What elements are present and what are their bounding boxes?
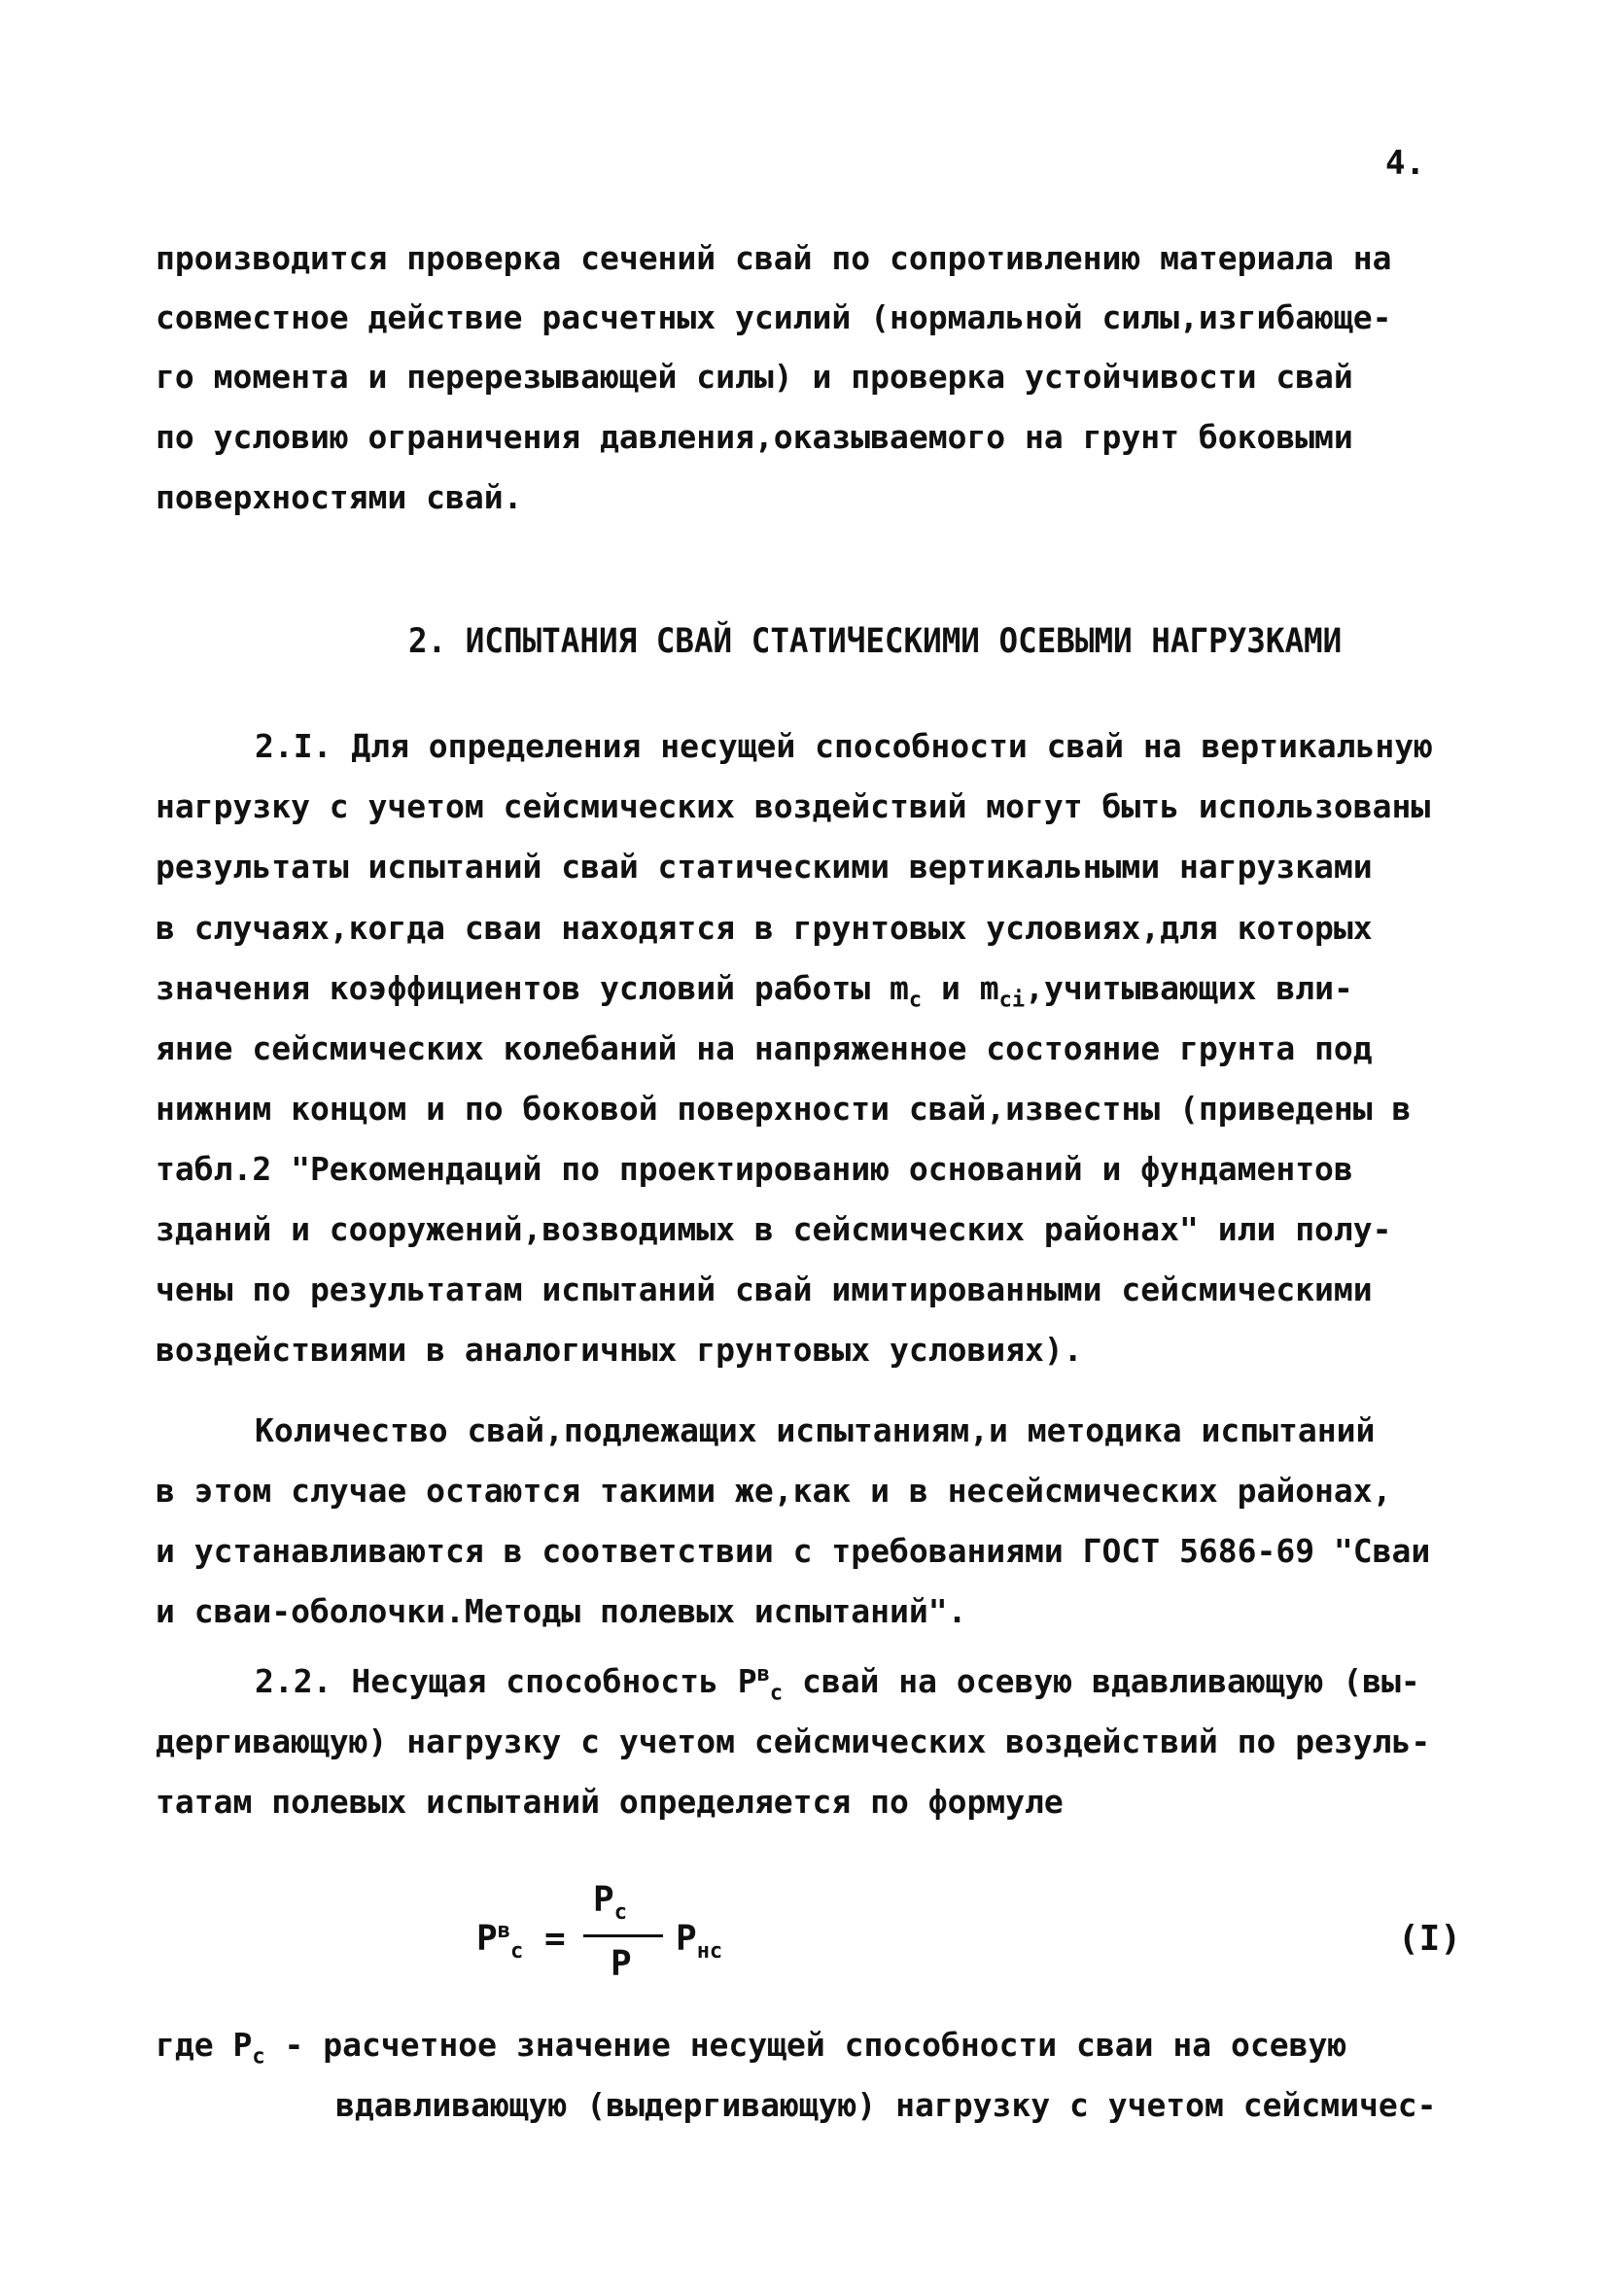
text-line: и устанавливаются в соответствии с требованиями ГОСТ 5686-69 "Сваи — [156, 1532, 1431, 1570]
text-line: воздействиями в аналогичных грунтовых условиях). — [156, 1331, 1083, 1369]
symbol-m: m — [979, 969, 999, 1007]
text-line-with-symbols — [255, 1662, 1420, 1706]
symbol-subscript: ci — [998, 988, 1026, 1013]
text-line: го момента и перерезывающей силы) и проверка устойчивости свай — [156, 358, 1353, 396]
text-line: в этом случае остаются такими же,как и в несейсмических районах, — [156, 1472, 1392, 1510]
text-line: производится проверка сечений свай по сопротивлению материала на — [156, 239, 1392, 277]
text-line: нагрузку с учетом сейсмических воздействий могут быть использованы — [156, 787, 1431, 825]
text-line: поверхностями свай. — [156, 478, 523, 516]
formula-multiplier — [676, 1919, 723, 1965]
text-line: в случаях,когда сваи находятся в грунтовых условиях,для которых — [156, 909, 1373, 947]
formula-1 — [476, 1876, 768, 1993]
text-line: татам полевых испытаний определяется по формуле — [156, 1783, 1064, 1821]
text-segment: и — [940, 969, 961, 1007]
text-line: Количество свай,подлежащих испытаниям,и методика испытаний — [255, 1411, 1376, 1449]
section-heading: 2. ИСПЫТАНИЯ СВАЙ СТАТИЧЕСКИМИ ОСЕВЫМИ НАГРУЗКАМИ — [408, 622, 1343, 661]
text-line: дергивающую) нагрузку с учетом сейсмических воздействий по резуль- — [156, 1722, 1431, 1760]
formula-subscript: нс — [696, 1939, 723, 1965]
formula-subscript: c — [613, 1900, 627, 1926]
text-line: результаты испытаний свай статическими вертикальными нагрузками — [156, 848, 1373, 886]
symbol-superscript: в — [756, 1662, 770, 1687]
symbol-subscript: c — [908, 988, 923, 1013]
text-line: и сваи-оболочки.Методы полевых испытаний". — [156, 1592, 967, 1630]
text-line: чены по результатам испытаний свай имитированными сейсмическими — [156, 1270, 1373, 1308]
text-line: нижним концом и по боковой поверхности свай,известны (приведены в — [156, 1090, 1412, 1128]
text-line: 2.I. Для определения несущей способности свай на вертикальную — [255, 727, 1433, 765]
symbol-m: m — [889, 969, 909, 1007]
text-segment: значения коэффициентов условий работы — [156, 969, 871, 1007]
text-line: совместное действие расчетных усилий (нормальной силы,изгибающе- — [156, 298, 1392, 336]
text-line: вдавливающую (выдергивающую) нагрузку с учетом сейсмичес- — [335, 2086, 1437, 2124]
formula-denominator: P — [611, 1944, 632, 1984]
formula-equals: = — [544, 1919, 566, 1959]
formula-numerator — [593, 1880, 627, 1926]
text-segment: где P — [156, 2026, 253, 2064]
text-line-with-symbols — [156, 2026, 1347, 2070]
symbol-subscript: c — [769, 1681, 784, 1706]
text-line: яние сейсмических колебаний на напряженное состояние грунта под — [156, 1029, 1373, 1067]
fraction-bar — [583, 1934, 663, 1937]
text-line: по условию ограничения давления,оказываемого на грунт боковыми — [156, 418, 1353, 456]
symbol-P: P — [737, 1662, 757, 1700]
formula-superscript: в — [497, 1919, 510, 1943]
text-segment: 2.2. Несущая способность — [255, 1662, 718, 1700]
formula-label: (I) — [1398, 1919, 1462, 1959]
text-line: зданий и сооружений,возводимых в сейсмических районах" или полу- — [156, 1210, 1392, 1248]
symbol-subscript: c — [252, 2044, 265, 2070]
text-line: табл.2 "Рекомендаций по проектированию оснований и фундаментов — [156, 1150, 1353, 1188]
formula-symbol: P — [476, 1919, 498, 1959]
formula-symbol: P — [593, 1880, 614, 1920]
text-segment: - расчетное значение несущей способности сваи на осевую — [284, 2026, 1347, 2064]
formula-symbol: P — [676, 1919, 697, 1959]
text-segment: ,учитывающих вли- — [1025, 969, 1353, 1007]
formula-subscript: c — [509, 1939, 524, 1965]
page-number: 4. — [1385, 144, 1425, 183]
text-line-with-symbols — [156, 969, 1353, 1013]
text-segment: свай на осевую вдавливающую (вы- — [801, 1662, 1420, 1700]
formula-lhs — [476, 1919, 524, 1965]
